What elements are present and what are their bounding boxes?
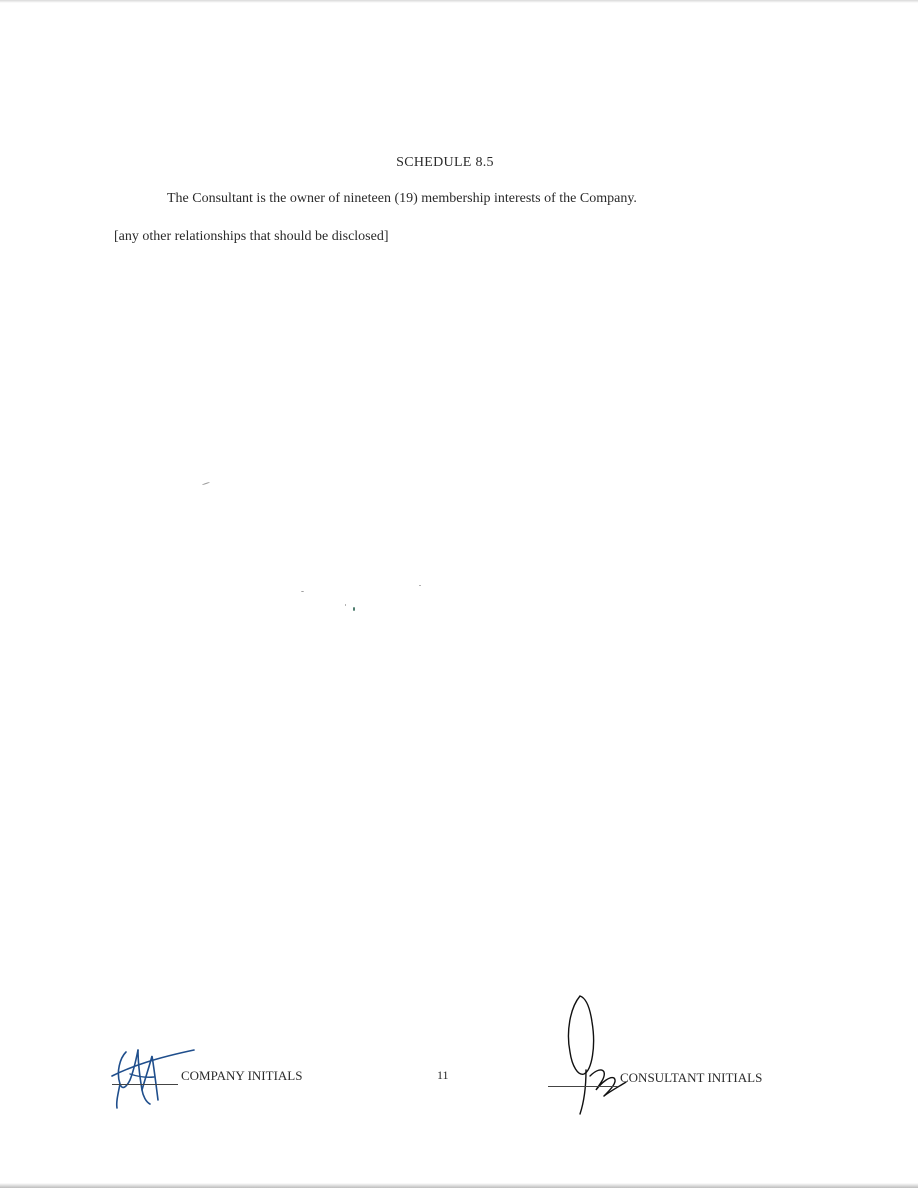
disclosure-placeholder: [any other relationships that should be disclosed]: [114, 229, 389, 244]
consultant-initials-label: CONSULTANT INITIALS: [620, 1070, 763, 1085]
consultant-initials-line: [548, 1086, 618, 1087]
scan-edge-bottom: [0, 1183, 918, 1188]
scan-speck: [301, 591, 304, 592]
company-initials-line: [112, 1084, 178, 1085]
consultant-signature-icon: [556, 990, 646, 1116]
scan-edge-top: [0, 0, 918, 3]
scan-speck: [202, 482, 210, 485]
schedule-title: SCHEDULE 8.5: [396, 155, 494, 170]
scan-speck: [419, 585, 421, 586]
scan-speck: [345, 604, 346, 606]
page-number: 11: [437, 1068, 449, 1082]
company-initials-label: COMPANY INITIALS: [181, 1068, 303, 1083]
ownership-statement: The Consultant is the owner of nineteen (19) membership interests of the Company.: [167, 191, 637, 206]
scan-speck: [353, 607, 355, 611]
